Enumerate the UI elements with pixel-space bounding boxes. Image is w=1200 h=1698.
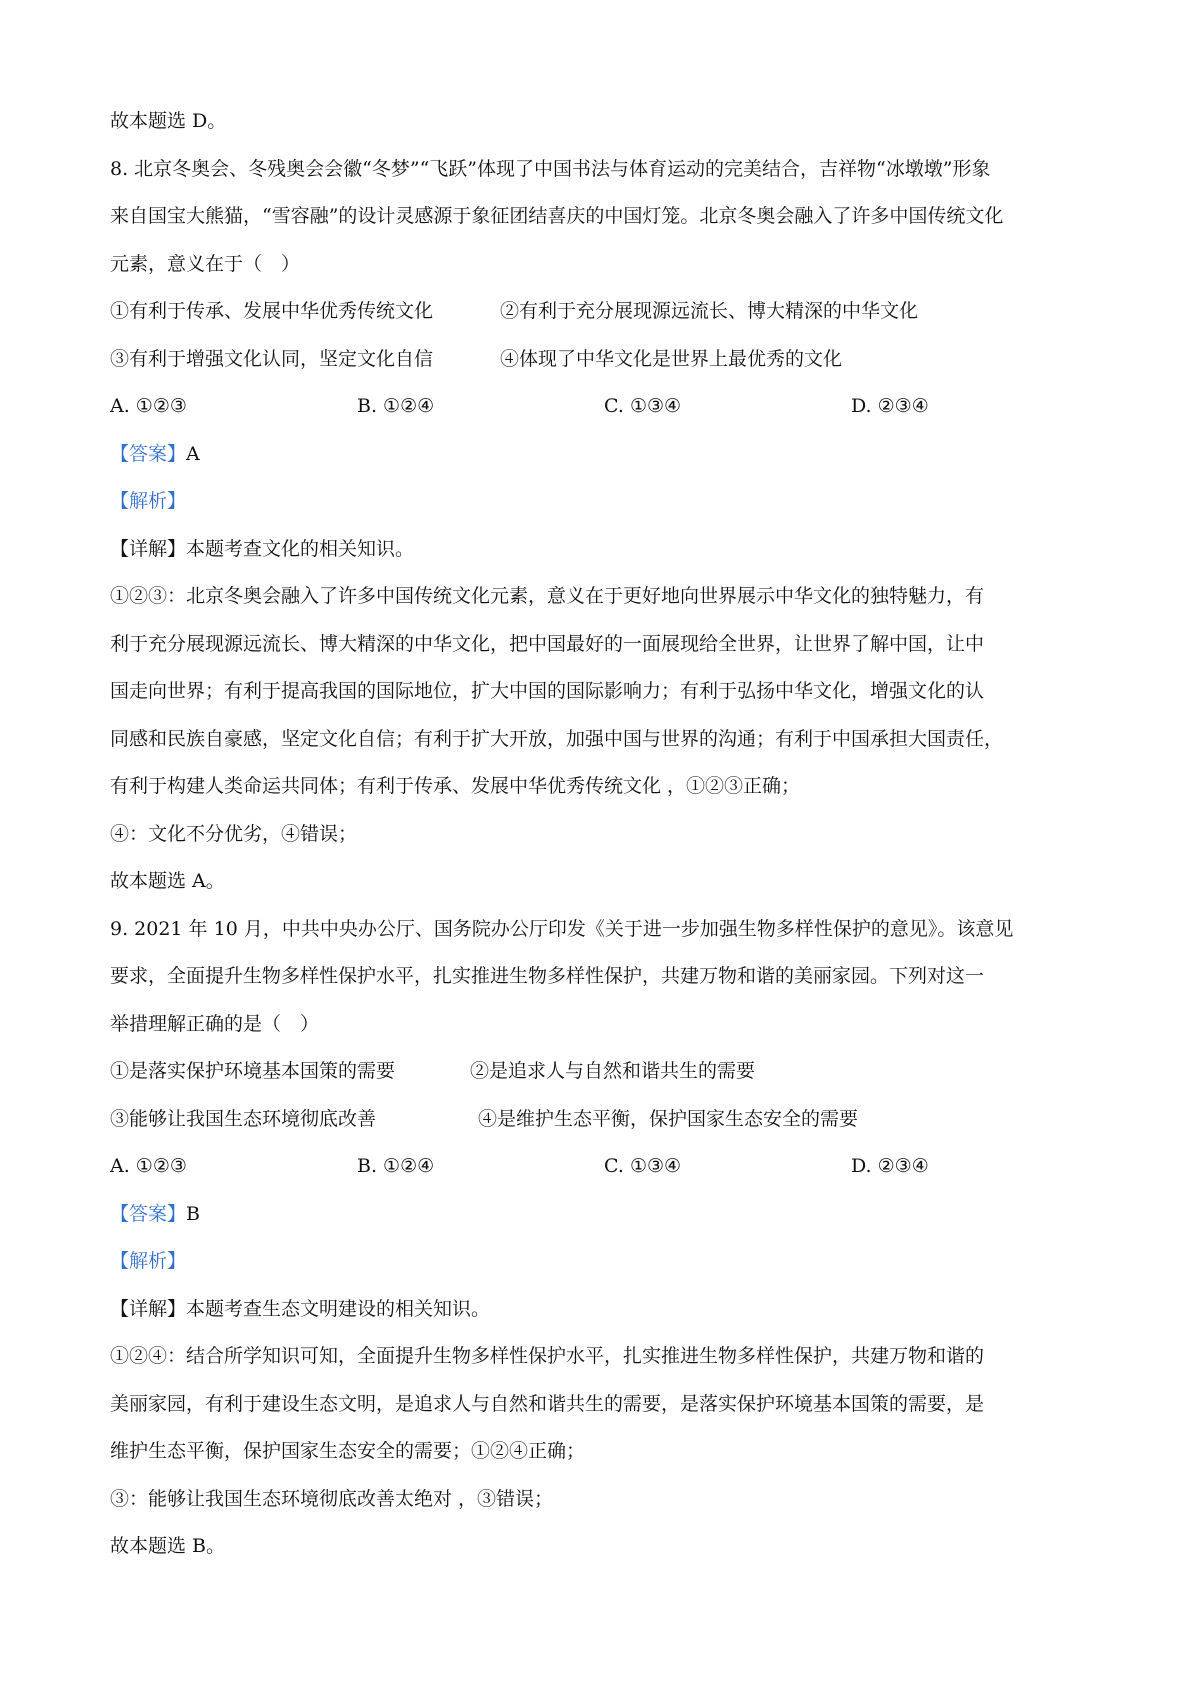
q9-option-c: C. ①③④ — [604, 1155, 682, 1177]
q8-option-d: D. ②③④ — [851, 395, 929, 417]
q8-explanation-line-5: 有利于构建人类命运共同体；有利于传承、发展中华优秀传统文化 ，①②③正确； — [110, 775, 801, 797]
q8-detail-intro: 本题考查文化的相关知识。 — [186, 537, 415, 560]
q9-answer-label: 【答案】 — [110, 1202, 187, 1225]
q8-stem-line-1: 8. 北京冬奥会、冬残奥会会徽“冬梦”“飞跃”体现了中国书法与体育运动的完美结合，吉祥物“冰墩墩”形象 — [110, 157, 991, 180]
question-9 — [110, 906, 1100, 1571]
q8-answer-label: 【答案】 — [110, 442, 187, 465]
q8-statements-row-2 — [110, 336, 1100, 384]
q9-analysis-label: 【解析】 — [110, 1250, 187, 1272]
q9-options — [110, 1143, 1100, 1191]
q9-statements-row-1 — [110, 1048, 1100, 1096]
q8-options — [110, 383, 1100, 431]
q9-explanation-line-1: ①②④：结合所学知识可知，全面提升生物多样性保护水平，扎实推进生物多样性保护，共建万物和谐的 — [110, 1345, 985, 1367]
q8-option-a: A. ①②③ — [110, 395, 187, 417]
q8-stem-line-3: 元素，意义在于（ ） — [110, 252, 301, 275]
q9-explanation-line-2: 美丽家园，有利于建设生态文明，是追求人与自然和谐共生的需要，是落实保护环境基本国策的需要，是 — [110, 1392, 985, 1415]
q8-answer — [110, 431, 1100, 479]
q8-statement-1: ①有利于传承、发展中华优秀传统文化 — [110, 300, 434, 322]
q9-detail-intro: 本题考查生态文明建设的相关知识。 — [186, 1297, 491, 1320]
q9-option-d: D. ②③④ — [851, 1155, 929, 1177]
q8-detail-label: 【详解】 — [110, 537, 187, 560]
q8-explanation-line-3: 国走向世界；有利于提高我国的国际地位，扩大中国的国际影响力；有利于弘扬中华文化，增强文化的认 — [110, 680, 985, 702]
q8-option-b: B. ①②④ — [357, 395, 435, 417]
q9-conclusion: 故本题选 B。 — [110, 1535, 226, 1557]
q8-statement-2: ②有利于充分展现源远流长、博大精深的中华文化 — [500, 300, 919, 322]
q8-option-c: C. ①③④ — [604, 395, 682, 417]
q9-statement-3: ③能够让我国生态环境彻底改善 — [110, 1107, 377, 1130]
q9-option-b: B. ①②④ — [357, 1155, 435, 1177]
q8-explanation-line-2: 利于充分展现源远流长、博大精深的中华文化，把中国最好的一面展现给全世界，让世界了解中国，让中 — [110, 632, 985, 655]
q9-wrong-line: ③：能够让我国生态环境彻底改善太绝对 ，③错误； — [110, 1487, 554, 1510]
q9-statements-row-2 — [110, 1096, 1100, 1144]
q9-detail-label: 【详解】 — [110, 1297, 187, 1320]
q9-statement-4: ④是维护生态平衡，保护国家生态安全的需要 — [478, 1107, 859, 1130]
q8-wrong-line: ④：文化不分优劣，④错误； — [110, 822, 358, 845]
q9-answer — [110, 1191, 1100, 1239]
q8-conclusion: 故本题选 A。 — [110, 870, 225, 892]
q9-answer-value: B — [186, 1202, 200, 1225]
q9-analysis — [110, 1238, 1100, 1286]
q9-stem-line-1: 9. 2021 年 10 月，中共中央办公厅、国务院办公厅印发《关于进一步加强生物多样性保护的意见》。该意见 — [110, 917, 1014, 940]
q8-analysis-label: 【解析】 — [110, 490, 187, 512]
q9-stem-line-2: 要求，全面提升生物多样性保护水平，扎实推进生物多样性保护，共建万物和谐的美丽家园。下列对这一 — [110, 965, 985, 987]
q8-explanation-line-4: 同感和民族自豪感，坚定文化自信；有利于扩大开放，加强中国与世界的沟通；有利于中国承担大国责任， — [110, 727, 1004, 750]
q8-explanation-line-1: ①②③：北京冬奥会融入了许多中国传统文化元素，意义在于更好地向世界展示中华文化的独特魅力，有 — [110, 585, 985, 607]
q9-statement-1: ①是落实保护环境基本国策的需要 — [110, 1060, 396, 1082]
q9-stem-line-3: 举措理解正确的是（ ） — [110, 1012, 320, 1035]
q8-analysis — [110, 478, 1100, 526]
q9-explanation-line-3: 维护生态平衡，保护国家生态安全的需要；①②④正确； — [110, 1440, 586, 1462]
q9-statement-2: ②是追求人与自然和谐共生的需要 — [470, 1060, 756, 1082]
q9-option-a: A. ①②③ — [110, 1155, 187, 1177]
q8-statement-4: ④体现了中华文化是世界上最优秀的文化 — [500, 347, 843, 370]
q9-detail — [110, 1286, 1100, 1334]
document-page — [110, 98, 1100, 1571]
prev-conclusion: 故本题选 D。 — [110, 110, 227, 132]
q8-detail — [110, 526, 1100, 574]
q8-statement-3: ③有利于增强文化认同，坚定文化自信 — [110, 347, 434, 370]
q8-answer-value: A — [186, 442, 200, 465]
q8-stem-line-2: 来自国宝大熊猫，“雪容融”的设计灵感源于象征团结喜庆的中国灯笼。北京冬奥会融入了许多中国传统文化 — [110, 205, 1004, 227]
question-8 — [110, 146, 1100, 906]
q8-statements-row-1 — [110, 288, 1100, 336]
